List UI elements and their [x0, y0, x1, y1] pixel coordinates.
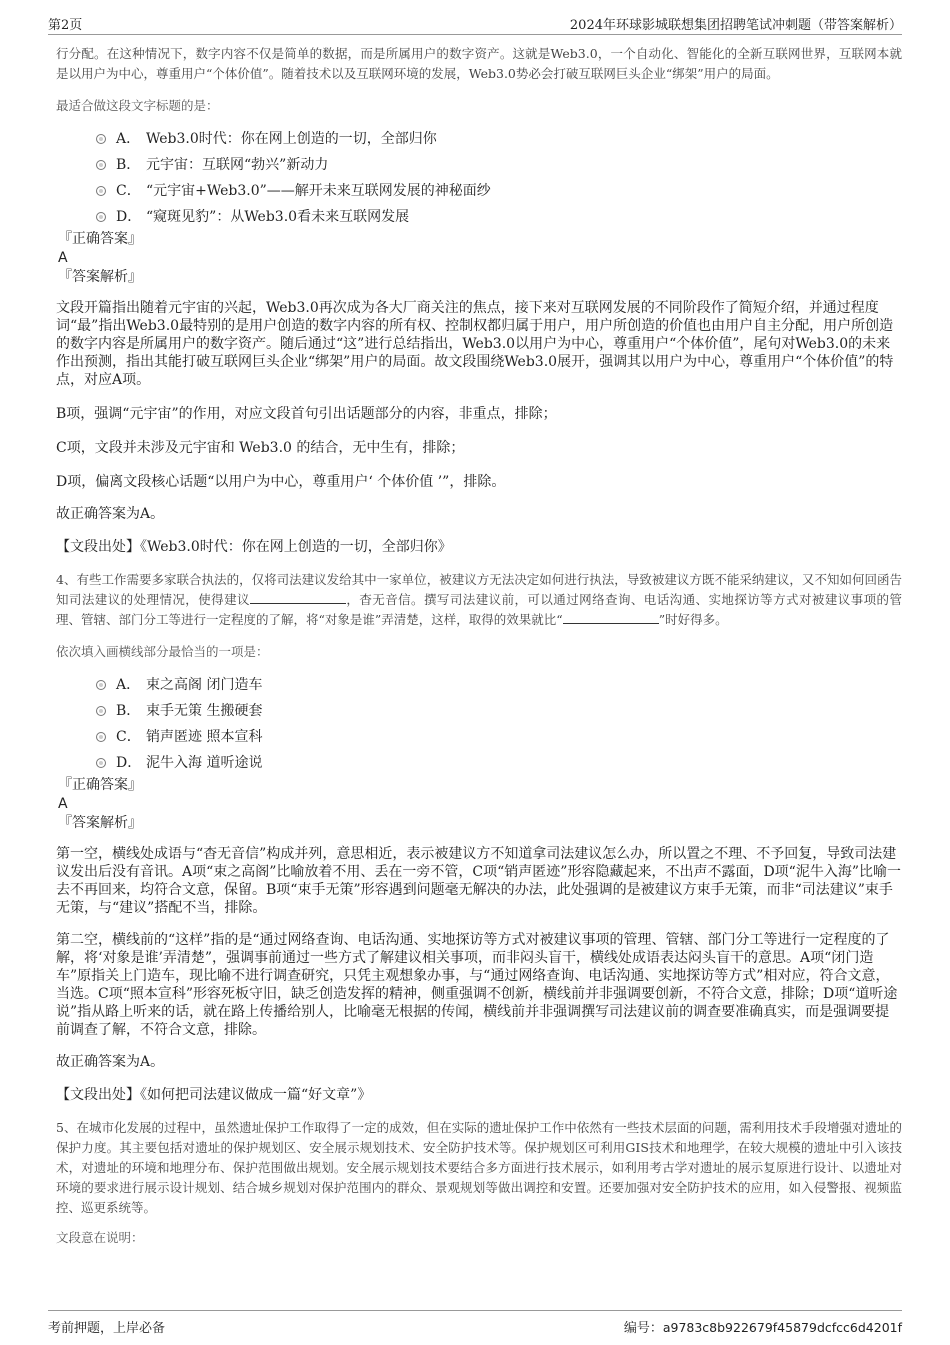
footer-slogan: 考前押题，上岸必备 — [48, 1321, 166, 1336]
radio-icon[interactable] — [96, 706, 106, 716]
page-footer — [48, 1310, 902, 1335]
q3-passage-tail: 行分配。在这种情况下，数字内容不仅是简单的数据，而是所属用户的数字资产。这就是Web3.0，一个自动化、智能化的全新互联网世界，互联网本就是以用户为中心，尊重用户“个体价值”。随着技术以及互联网环境的发展，Web3.0势必会打破互联网巨头企业“绑架”用户的局面。 — [56, 46, 902, 81]
q4-question: 依次填入画横线部分最恰当的一项是： — [56, 644, 269, 659]
q3-question: 最适合做这段文字标题的是： — [56, 98, 219, 113]
option-text: “元宇宙+Web3.0”——解开未来互联网发展的神秘面纱 — [146, 183, 491, 199]
q4-option-b[interactable]: B． 束手无策 生搬硬套 — [96, 698, 902, 724]
option-text: 泥牛入海 道听途说 — [146, 755, 263, 771]
option-text: 束之高阁 闭门造车 — [146, 677, 263, 693]
q4-option-c[interactable]: C． 销声匿迹 照本宣科 — [96, 724, 902, 750]
q4-analysis-blank2: 第二空，横线前的“这样”指的是“通过网络查询、电话沟通、实地探访等方式对被建议事项的管理、管辖、部门分工等进行一定程度的了解，将‘对象是谁’弄清楚”，强调事前通过一些方式了解建议相关事项，而非闷头盲干，横线处成语表达闷头盲干的意思。A项“闭门造车”原指关上门造车，现比喻不进行调查研究，只凭主观想象办事，与“通过网络查询、电话沟通、实地探访等方式”相对应，符合文意，当选。C项“照本宣科”形容死板守旧，缺乏创造发挥的精神，侧重强调不创新，横线前并非强调要创新，不符合文意，排除；D项“道听途说”指从路上听来的话，就在路上传播给别人，比喻毫无根据的传闻，横线前并非强调撰写司法建议前的调查要准确真实，而是强调要提前调查了解，不符合文意，排除。 — [56, 932, 898, 1038]
q3-analysis-label: 『答案解析』 — [58, 269, 142, 285]
document-title: 2024年环球影城联想集团招聘笔试冲刺题（带答案解析） — [569, 18, 902, 33]
radio-icon[interactable] — [96, 212, 106, 222]
q3-answer: A — [58, 250, 68, 266]
q3-answer-label: 『正确答案』 — [58, 231, 142, 247]
q3-option-d[interactable]: D． “窥斑见豹”：从Web3.0看未来互联网发展 — [96, 204, 902, 230]
q3-analysis-c: C项，文段并未涉及元宇宙和 Web3.0 的结合，无中生有，排除； — [56, 440, 465, 456]
answer-blank-2 — [563, 611, 659, 624]
q5-question: 文段意在说明： — [56, 1230, 144, 1245]
q4-option-a[interactable]: A． 束之高阁 闭门造车 — [96, 672, 902, 698]
radio-icon[interactable] — [96, 758, 106, 768]
radio-icon[interactable] — [96, 680, 106, 690]
q3-analysis-d: D项，偏离文段核心话题“以用户为中心，尊重用户‘ 个体价值 ’”，排除。 — [56, 474, 506, 490]
document-code: 编号：a9783c8b922679f45879dcfcc6d4201f — [623, 1320, 902, 1336]
q4-answer: A — [58, 796, 68, 812]
q4-analysis-label: 『答案解析』 — [58, 815, 142, 831]
q3-option-a[interactable]: A． Web3.0时代：你在网上创造的一切，全部归你 — [96, 126, 902, 152]
q3-option-b[interactable]: B． 元宇宙：互联网“勃兴”新动力 — [96, 152, 902, 178]
page-header — [48, 10, 902, 35]
option-text: 销声匿迹 照本宣科 — [146, 729, 263, 745]
q4-option-d[interactable]: D． 泥牛入海 道听途说 — [96, 750, 902, 776]
page-number: 第2页 — [48, 18, 83, 33]
option-text: “窥斑见豹”：从Web3.0看未来互联网发展 — [146, 209, 410, 225]
answer-blank-1 — [250, 591, 346, 604]
radio-icon[interactable] — [96, 160, 106, 170]
page-content — [56, 44, 902, 1248]
radio-icon[interactable] — [96, 186, 106, 196]
option-text: 束手无策 生搬硬套 — [146, 703, 263, 719]
q5-stem: 5、在城市化发展的过程中，虽然遗址保护工作取得了一定的成效，但在实际的遗址保护工作中依然有一些技术层面的问题，需利用技术手段增强对遗址的保护力度。其主要包括对遗址的保护规划区、安全展示规划技术、安全防护技术等。保护规划区可利用GIS技术和地理学，在较大规模的遗址中引入该技术，对遗址的环境和地理分布、保护范围做出规划。安全展示规划技术要结合多方面进行技术展示，如利用考古学对遗址的展示复原进行设计、以遗址对环境的要求进行展示设计规划、结合城乡规划对保护范围内的群众、景观规划等做出调控和安置。还要加强对安全防护技术的应用，如入侵警报、视频监控、巡更系统等。 — [56, 1120, 902, 1215]
q4-stem: 4、有些工作需要多家联合执法的，仅将司法建议发给其中一家单位，被建议方无法决定如何进行执法，导致被建议方既不能采纳建议，又不知如何回函告知司法建议的处理情况，使得建议 ，杳无音信。撰写司法建议前，可以通过网络查询、电话沟通、实地探访等方式对被建议事项的管理、管辖、部门分工等进行一定程度的了解，将“对象是谁”弄清楚，这样，取得的效果就比“ ”时好得多。 — [56, 572, 902, 627]
q3-options — [96, 126, 902, 230]
q3-option-c[interactable]: C． “元宇宙+Web3.0”——解开未来互联网发展的神秘面纱 — [96, 178, 902, 204]
option-text: 元宇宙：互联网“勃兴”新动力 — [146, 157, 329, 173]
q3-source: 【文段出处】《Web3.0时代：你在网上创造的一切，全部归你》 — [56, 539, 452, 555]
q4-answer-label: 『正确答案』 — [58, 777, 142, 793]
radio-icon[interactable] — [96, 732, 106, 742]
q4-source: 【文段出处】《如何把司法建议做成一篇“好文章”》 — [56, 1087, 372, 1103]
q3-conclusion: 故正确答案为A。 — [56, 506, 165, 522]
radio-icon[interactable] — [96, 134, 106, 144]
q3-analysis-b: B项，强调“元宇宙”的作用，对应文段首句引出话题部分的内容，非重点，排除； — [56, 406, 557, 422]
q3-analysis-main: 文段开篇指出随着元宇宙的兴起，Web3.0再次成为各大厂商关注的焦点，接下来对互联网发展的不同阶段作了简短介绍，并通过程度词“最”指出Web3.0最特别的是用户创造的数字内容的所有权、控制权都归属于用户，用户所创造的价值也由用户自主分配，用户所创造的数字内容是所属用户的数字资产。随后通过“这”进行总结指出，Web3.0以用户为中心，尊重用户“个体价值”，尾句对Web3.0的未来作出预测，指出其能打破互联网巨头企业“绑架”用户的局面。故文段围绕Web3.0展开，强调其以用户为中心，尊重用户“个体价值”的特点，对应A项。 — [56, 300, 894, 388]
q4-analysis-blank1: 第一空，横线处成语与“杳无音信”构成并列，意思相近，表示被建议方不知道拿司法建议怎么办，所以置之不理、不予回复，导致司法建议发出后没有音讯。A项“束之高阁”比喻放着不用、丢在一旁不管，C项“销声匿迹”形容隐藏起来，不出声不露面，D项“泥牛入海”比喻一去不再回来，均符合文意，保留。B项“束手无策”形容遇到问题毫无解决的办法，此处强调的是被建议方束手无策，而非“司法建议”束手无策，与“建议”搭配不当，排除。 — [56, 846, 901, 916]
option-text: Web3.0时代：你在网上创造的一切，全部归你 — [146, 131, 437, 147]
q4-options — [96, 672, 902, 776]
q4-conclusion: 故正确答案为A。 — [56, 1054, 165, 1070]
